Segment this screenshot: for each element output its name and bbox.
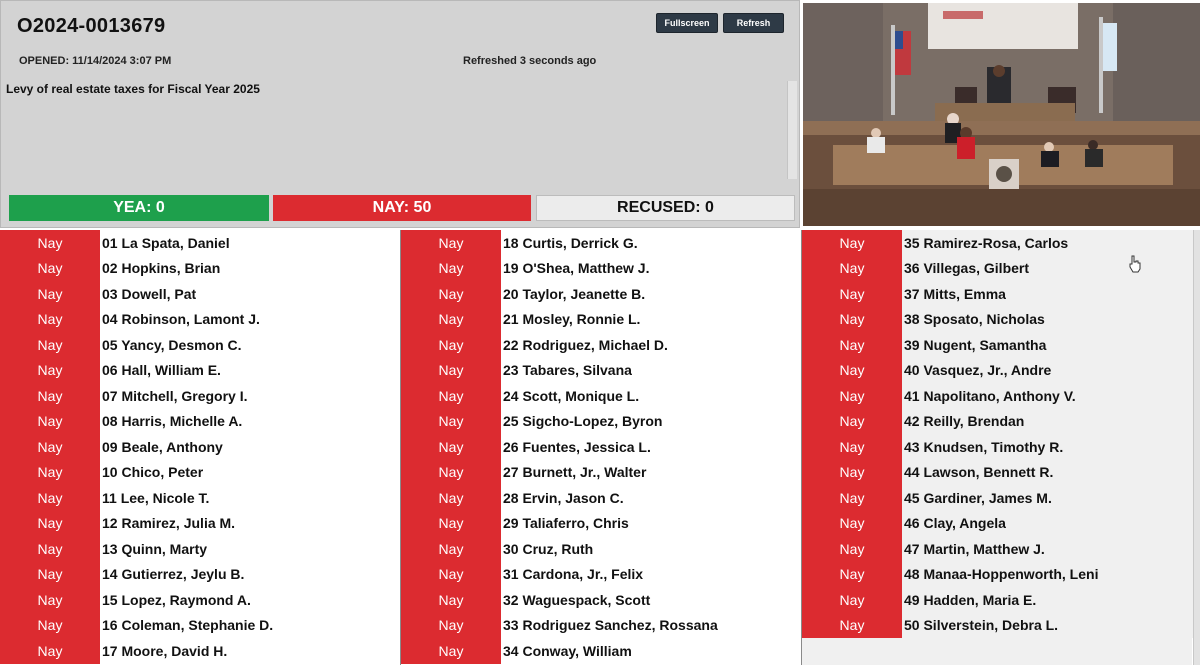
- vote-badge: Nay: [401, 536, 501, 562]
- vote-badge: Nay: [802, 409, 902, 435]
- member-name: 24 Scott, Monique L.: [501, 383, 801, 409]
- table-row: [802, 562, 1200, 588]
- vote-badge: Nay: [0, 434, 100, 460]
- vote-badge: Nay: [0, 613, 100, 639]
- table-row: [802, 307, 1200, 333]
- vote-badge: Nay: [401, 230, 501, 256]
- table-row: [0, 638, 400, 664]
- vote-badge: Nay: [0, 281, 100, 307]
- member-name: 14 Gutierrez, Jeylu B.: [100, 562, 400, 588]
- member-name: 13 Quinn, Marty: [100, 536, 400, 562]
- member-name: 47 Martin, Matthew J.: [902, 536, 1200, 562]
- vote-badge: Nay: [0, 383, 100, 409]
- member-name: 32 Waguespack, Scott: [501, 587, 801, 613]
- vote-badge: Nay: [802, 307, 902, 333]
- vote-badge: Nay: [401, 562, 501, 588]
- member-name: 33 Rodriguez Sanchez, Rossana: [501, 613, 801, 639]
- member-name: 46 Clay, Angela: [902, 511, 1200, 537]
- member-name: 20 Taylor, Jeanette B.: [501, 281, 801, 307]
- refresh-button[interactable]: Refresh: [723, 13, 784, 33]
- member-name: 45 Gardiner, James M.: [902, 485, 1200, 511]
- table-row: [0, 536, 400, 562]
- vote-badge: Nay: [802, 587, 902, 613]
- member-name: 36 Villegas, Gilbert: [902, 256, 1200, 282]
- member-name: 38 Sposato, Nicholas: [902, 307, 1200, 333]
- ordinance-id: O2024-0013679: [17, 15, 166, 37]
- table-row: [0, 434, 400, 460]
- vote-badge: Nay: [401, 256, 501, 282]
- member-name: 41 Napolitano, Anthony V.: [902, 383, 1200, 409]
- vote-badge: Nay: [802, 434, 902, 460]
- member-name: 09 Beale, Anthony: [100, 434, 400, 460]
- member-name: 15 Lopez, Raymond A.: [100, 587, 400, 613]
- table-row: [0, 383, 400, 409]
- vote-badge: Nay: [802, 613, 902, 639]
- table-row: [802, 230, 1200, 256]
- member-name: 01 La Spata, Daniel: [100, 230, 400, 256]
- vote-badge: Nay: [802, 256, 902, 282]
- vote-badge: Nay: [401, 358, 501, 384]
- vote-badge: Nay: [401, 638, 501, 664]
- yea-tally: YEA: 0: [9, 195, 269, 221]
- vote-badge: Nay: [0, 460, 100, 486]
- vote-column-2: [401, 230, 801, 664]
- vote-badge: Nay: [802, 485, 902, 511]
- vote-badge: Nay: [401, 281, 501, 307]
- member-name: 07 Mitchell, Gregory I.: [100, 383, 400, 409]
- member-name: 16 Coleman, Stephanie D.: [100, 613, 400, 639]
- table-row: [802, 511, 1200, 537]
- table-row: [0, 460, 400, 486]
- table-row: [0, 511, 400, 537]
- vote-badge: Nay: [802, 562, 902, 588]
- table-row: [802, 587, 1200, 613]
- table-row: [401, 511, 801, 537]
- vote-badge: Nay: [401, 434, 501, 460]
- chamber-video-image: [803, 3, 1200, 226]
- table-row: [401, 638, 801, 664]
- member-name: 21 Mosley, Ronnie L.: [501, 307, 801, 333]
- description-scrollbar[interactable]: [787, 81, 797, 179]
- opened-timestamp: OPENED: 11/14/2024 3:07 PM: [19, 55, 172, 67]
- table-row: [401, 536, 801, 562]
- member-name: 49 Hadden, Maria E.: [902, 587, 1200, 613]
- mouse-cursor-icon: [1128, 255, 1142, 278]
- vote-badge: Nay: [0, 562, 100, 588]
- table-row: [0, 409, 400, 435]
- table-row: [802, 409, 1200, 435]
- vote-column-3: [802, 230, 1200, 638]
- table-row: [401, 460, 801, 486]
- table-row: [0, 358, 400, 384]
- vote-badge: Nay: [401, 511, 501, 537]
- table-row: [802, 460, 1200, 486]
- table-row: [401, 434, 801, 460]
- table-row: [802, 383, 1200, 409]
- vote-badge: Nay: [802, 383, 902, 409]
- table-row: [0, 230, 400, 256]
- member-name: 11 Lee, Nicole T.: [100, 485, 400, 511]
- member-name: 44 Lawson, Bennett R.: [902, 460, 1200, 486]
- member-name: 42 Reilly, Brendan: [902, 409, 1200, 435]
- member-name: 40 Vasquez, Jr., Andre: [902, 358, 1200, 384]
- member-name: 26 Fuentes, Jessica L.: [501, 434, 801, 460]
- table-row: [401, 307, 801, 333]
- ordinance-info-panel: [0, 0, 800, 228]
- member-name: 22 Rodriguez, Michael D.: [501, 332, 801, 358]
- table-row: [0, 562, 400, 588]
- table-row: [401, 613, 801, 639]
- table-row: [401, 562, 801, 588]
- member-name: 05 Yancy, Desmon C.: [100, 332, 400, 358]
- table-row: [0, 307, 400, 333]
- member-name: 34 Conway, William: [501, 638, 801, 664]
- member-name: 31 Cardona, Jr., Felix: [501, 562, 801, 588]
- vote-badge: Nay: [401, 332, 501, 358]
- member-name: 18 Curtis, Derrick G.: [501, 230, 801, 256]
- vote-badge: Nay: [0, 307, 100, 333]
- table-row: [401, 256, 801, 282]
- member-name: 23 Tabares, Silvana: [501, 358, 801, 384]
- member-name: 12 Ramirez, Julia M.: [100, 511, 400, 537]
- vote-column-1: [0, 230, 400, 664]
- table-row: [401, 230, 801, 256]
- member-name: 03 Dowell, Pat: [100, 281, 400, 307]
- vote-badge: Nay: [401, 613, 501, 639]
- member-name: 06 Hall, William E.: [100, 358, 400, 384]
- member-name: 17 Moore, David H.: [100, 638, 400, 664]
- refresh-status: Refreshed 3 seconds ago: [463, 55, 597, 67]
- table-row: [0, 256, 400, 282]
- member-name: 29 Taliaferro, Chris: [501, 511, 801, 537]
- vote-badge: Nay: [802, 511, 902, 537]
- vote-badge: Nay: [401, 460, 501, 486]
- vote-badge: Nay: [0, 587, 100, 613]
- table-row: [802, 434, 1200, 460]
- table-row: [802, 485, 1200, 511]
- member-name: 35 Ramirez-Rosa, Carlos: [902, 230, 1200, 256]
- vote-badge: Nay: [0, 332, 100, 358]
- member-name: 43 Knudsen, Timothy R.: [902, 434, 1200, 460]
- table-row: [802, 332, 1200, 358]
- table-row: [0, 485, 400, 511]
- table-row: [802, 613, 1200, 639]
- vote-badge: Nay: [0, 230, 100, 256]
- member-name: 27 Burnett, Jr., Walter: [501, 460, 801, 486]
- member-name: 28 Ervin, Jason C.: [501, 485, 801, 511]
- vote-badge: Nay: [0, 409, 100, 435]
- vote-badge: Nay: [802, 358, 902, 384]
- vote-badge: Nay: [401, 485, 501, 511]
- chamber-video-feed[interactable]: [803, 3, 1200, 226]
- member-name: 37 Mitts, Emma: [902, 281, 1200, 307]
- vote-badge: Nay: [802, 332, 902, 358]
- member-name: 25 Sigcho-Lopez, Byron: [501, 409, 801, 435]
- vote-badge: Nay: [802, 230, 902, 256]
- vote-badge: Nay: [802, 281, 902, 307]
- member-name: 02 Hopkins, Brian: [100, 256, 400, 282]
- table-row: [401, 383, 801, 409]
- vote-badge: Nay: [401, 307, 501, 333]
- table-row: [802, 281, 1200, 307]
- table-row: [0, 613, 400, 639]
- member-name: 10 Chico, Peter: [100, 460, 400, 486]
- member-name: 39 Nugent, Samantha: [902, 332, 1200, 358]
- member-name: 30 Cruz, Ruth: [501, 536, 801, 562]
- member-name: 50 Silverstein, Debra L.: [902, 613, 1200, 639]
- table-row: [401, 485, 801, 511]
- member-name: 48 Manaa-Hoppenworth, Leni: [902, 562, 1200, 588]
- vote-badge: Nay: [401, 383, 501, 409]
- nay-tally: NAY: 50: [273, 195, 531, 221]
- table-row: [0, 332, 400, 358]
- member-name: 19 O'Shea, Matthew J.: [501, 256, 801, 282]
- table-row: [401, 587, 801, 613]
- vote-badge: Nay: [0, 358, 100, 384]
- vote-badge: Nay: [0, 511, 100, 537]
- vote-badge: Nay: [802, 536, 902, 562]
- vote-badge: Nay: [401, 409, 501, 435]
- table-row: [401, 332, 801, 358]
- member-name: 08 Harris, Michelle A.: [100, 409, 400, 435]
- vote-badge: Nay: [401, 587, 501, 613]
- table-row: [802, 358, 1200, 384]
- table-row: [401, 281, 801, 307]
- vote-list-scrollbar[interactable]: [1193, 230, 1200, 665]
- table-row: [401, 358, 801, 384]
- table-row: [401, 409, 801, 435]
- table-row: [0, 587, 400, 613]
- member-name: 04 Robinson, Lamont J.: [100, 307, 400, 333]
- table-row: [0, 281, 400, 307]
- recused-tally: RECUSED: 0: [536, 195, 795, 221]
- vote-badge: Nay: [0, 536, 100, 562]
- vote-badge: Nay: [0, 485, 100, 511]
- vote-badge: Nay: [0, 256, 100, 282]
- fullscreen-button[interactable]: Fullscreen: [656, 13, 718, 33]
- ordinance-description: Levy of real estate taxes for Fiscal Year 2025: [6, 82, 260, 96]
- table-row: [802, 536, 1200, 562]
- vote-badge: Nay: [0, 638, 100, 664]
- vote-badge: Nay: [802, 460, 902, 486]
